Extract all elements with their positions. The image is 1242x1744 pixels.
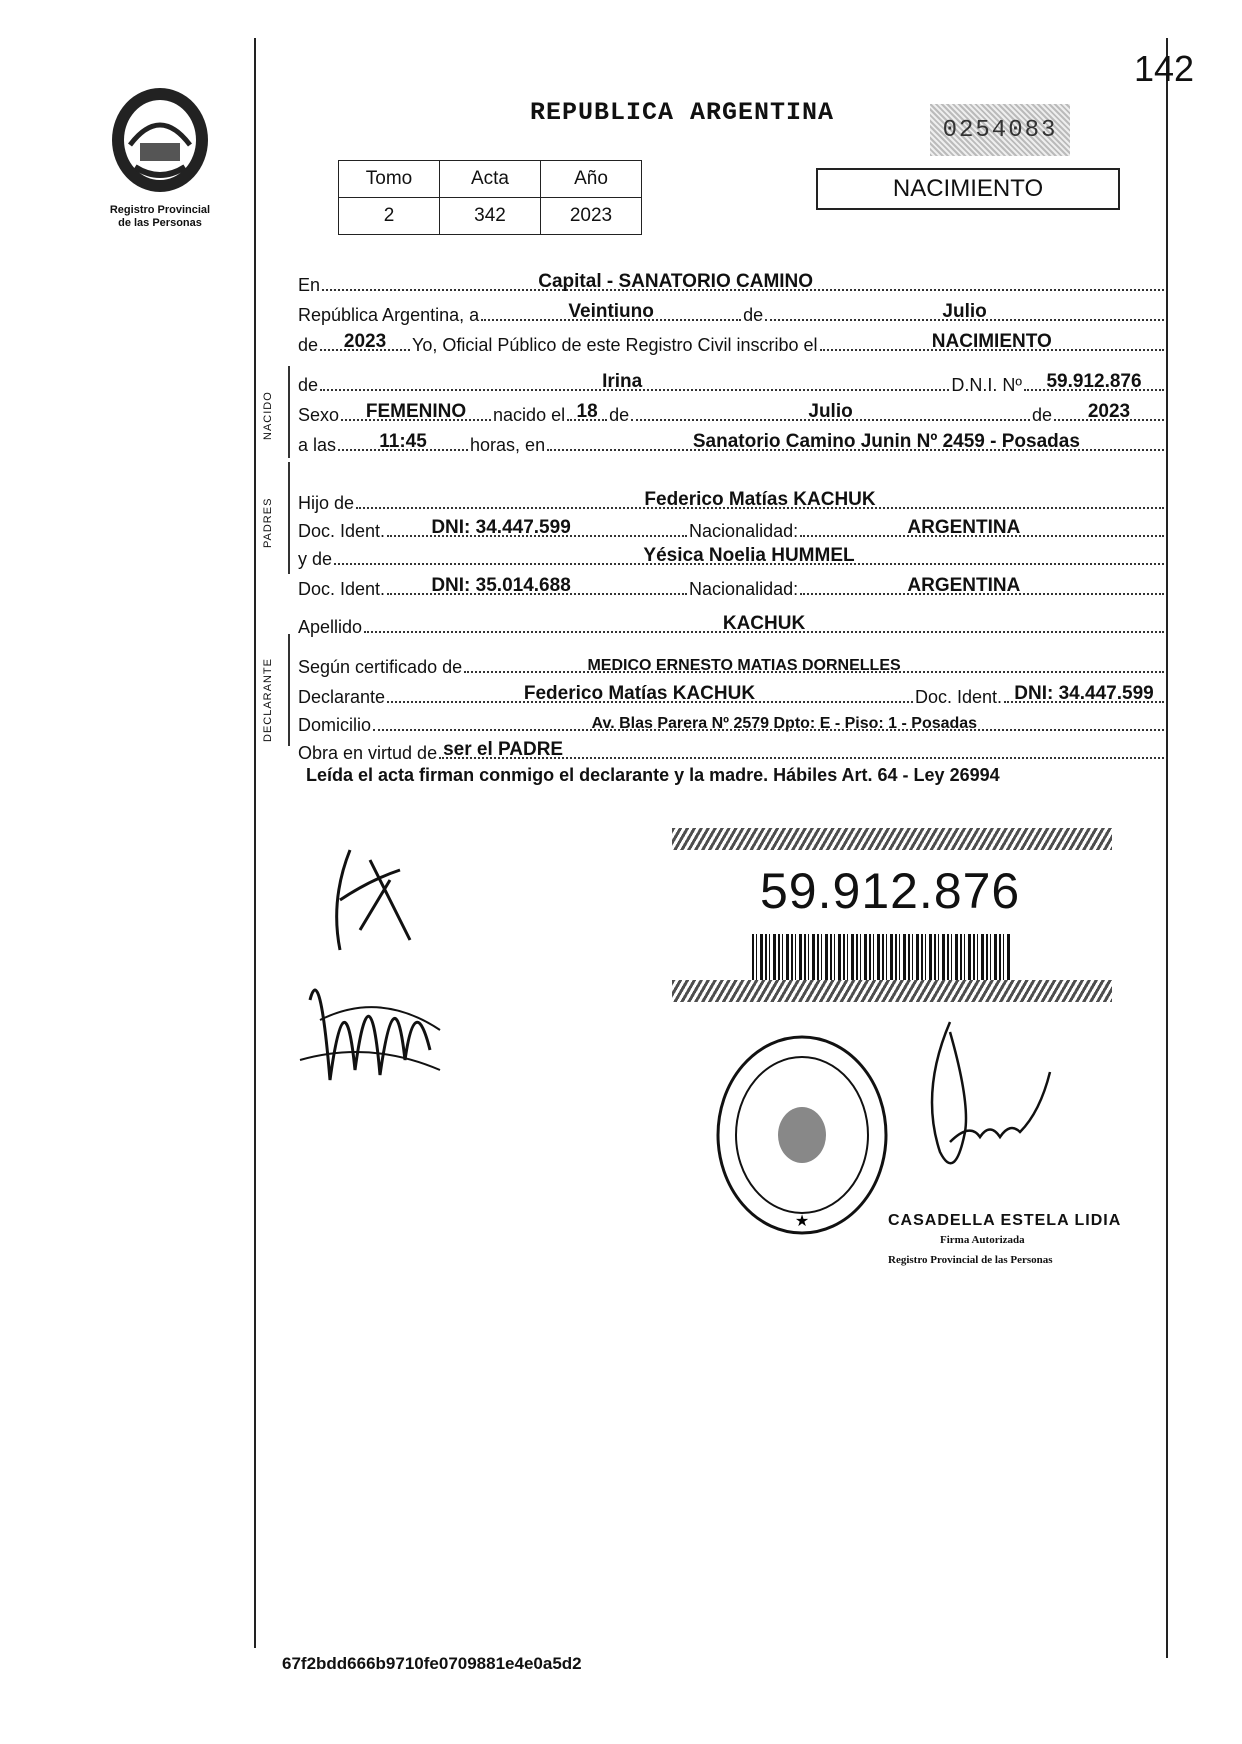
- closing-note: Leída el acta firman conmigo el declarante y la madre. Hábiles Art. 64 - Ley 26994: [306, 765, 1000, 785]
- row-sexo: [298, 398, 1166, 426]
- label-oficial: Yo, Oficial Público de este Registro Civil inscribo el: [412, 335, 818, 355]
- label-decl-doc: Doc. Ident.: [914, 687, 1002, 707]
- label-obra: Obra en virtud de: [298, 743, 438, 763]
- row-madre: [298, 542, 1166, 570]
- side-label-padres: PADRES: [262, 497, 274, 548]
- row-en: [298, 268, 1166, 296]
- dni-sticker-number: 59.912.876: [760, 863, 1021, 919]
- value-dia: Veintiuno: [568, 301, 654, 322]
- row-oficial: [298, 328, 1166, 356]
- label-horas-en: horas, en: [470, 435, 546, 455]
- logo-caption-2: de las Personas: [118, 217, 202, 229]
- value-segun: MEDICO ERNESTO MATIAS DORNELLES: [587, 657, 901, 674]
- acta-value-tomo: 2: [339, 198, 440, 235]
- side-label-declarante: DECLARANTE: [262, 658, 274, 742]
- row-padre-doc: [298, 514, 1166, 542]
- value-en: Capital - SANATORIO CAMINO: [538, 271, 814, 292]
- value-apellido: KACHUK: [722, 613, 806, 634]
- row-madre-doc: [298, 572, 1166, 600]
- province-logo: [95, 85, 225, 230]
- official-signature: [910, 1012, 1070, 1212]
- value-lugar: Sanatorio Camino Junin Nº 2459 - Posadas: [692, 431, 1080, 452]
- row-fecha: [298, 298, 1166, 326]
- row-hora: [298, 428, 1166, 456]
- label-de: de: [743, 305, 764, 325]
- label-republica: República Argentina, a: [298, 305, 480, 325]
- value-madre-nac: ARGENTINA: [907, 575, 1021, 596]
- acta-header-tomo: Tomo: [339, 161, 440, 198]
- value-decl-doc: DNI: 34.447.599: [1014, 683, 1154, 704]
- acta-header-anio: Año: [541, 161, 642, 198]
- value-nacido-mes: Julio: [808, 401, 853, 422]
- label-dni: D.N.I. Nº: [951, 375, 1022, 395]
- acta-header-acta: Acta: [440, 161, 541, 198]
- acta-table: [338, 160, 642, 235]
- dni-barcode: [752, 934, 1012, 980]
- label-doc-madre: Doc. Ident.: [298, 579, 386, 599]
- value-hora: 11:45: [379, 431, 427, 452]
- record-type-box: NACIMIENTO: [816, 168, 1120, 210]
- label-nacido: nacido el: [493, 405, 566, 425]
- label-nac-madre: Nacionalidad:: [689, 579, 799, 599]
- serial-stamp: 0254083: [930, 104, 1070, 156]
- label-declarante: Declarante: [298, 687, 386, 707]
- label-nac-padre: Nacionalidad:: [689, 521, 799, 541]
- declarante-signature: [290, 840, 470, 1100]
- right-margin-line: [1166, 38, 1168, 1658]
- sticker-bottom-pattern: [672, 980, 1112, 1002]
- signatory-line1: Firma Autorizada: [940, 1234, 1025, 1246]
- value-nacido-anio: 2023: [1087, 401, 1131, 422]
- svg-text:★: ★: [794, 1213, 810, 1230]
- value-madre: Yésica Noelia HUMMEL: [643, 545, 855, 566]
- value-madre-doc: DNI: 35.014.688: [431, 575, 571, 596]
- misiones-emblem-icon: [105, 85, 215, 195]
- value-declarante: Federico Matías KACHUK: [523, 683, 756, 704]
- nacido-bracket: [288, 366, 290, 458]
- row-padre: [298, 486, 1166, 514]
- row-obra: [298, 736, 1166, 764]
- row-segun: [298, 650, 1166, 678]
- value-dni: 59.912.876: [1046, 371, 1142, 392]
- value-mes: Julio: [942, 301, 987, 322]
- value-obra: ser el PADRE: [443, 739, 564, 760]
- row-declarante: [298, 680, 1166, 708]
- label-year-de: de: [298, 335, 319, 355]
- acta-table-values: [339, 198, 642, 235]
- value-padre: Federico Matías KACHUK: [644, 489, 876, 510]
- padres-bracket: [288, 462, 290, 574]
- document-hash: 67f2bdd666b9710fe0709881e4e0a5d2: [282, 1654, 582, 1673]
- sticker-top-pattern: [672, 828, 1112, 850]
- label-alas: a las: [298, 435, 337, 455]
- label-en: En: [298, 275, 321, 295]
- label-de-2: de: [609, 405, 630, 425]
- value-nacido-dia: 18: [576, 401, 598, 422]
- label-hijo: Hijo de: [298, 493, 355, 513]
- label-apellido: Apellido: [298, 617, 363, 637]
- value-domicilio: Av. Blas Parera Nº 2579 Dpto: E - Piso: 1 - Posadas: [591, 715, 978, 732]
- logo-caption-1: Registro Provincial: [109, 204, 211, 216]
- signatory-name: CASADELLA ESTELA LIDIA: [888, 1212, 1122, 1229]
- official-seal: [712, 1030, 892, 1240]
- row-domicilio: [298, 708, 1166, 736]
- value-sexo: FEMENINO: [365, 401, 467, 422]
- declarante-bracket: [288, 634, 290, 746]
- value-inscribe: NACIMIENTO: [931, 331, 1052, 352]
- label-doc-padre: Doc. Ident.: [298, 521, 386, 541]
- signatory-line2: Registro Provincial de las Personas: [888, 1254, 1053, 1266]
- value-padre-doc: DNI: 34.447.599: [431, 517, 571, 538]
- row-apellido: [298, 610, 1166, 638]
- label-de-nombre: de: [298, 375, 319, 395]
- label-segun: Según certificado de: [298, 657, 463, 677]
- left-margin-line: [254, 38, 256, 1648]
- value-padre-nac: ARGENTINA: [907, 517, 1021, 538]
- row-nombre: [298, 368, 1166, 396]
- label-yde: y de: [298, 549, 333, 569]
- label-de-3: de: [1031, 405, 1052, 425]
- label-sexo: Sexo: [298, 405, 340, 425]
- page-number: 142: [1134, 48, 1195, 89]
- label-domicilio: Domicilio: [298, 715, 372, 735]
- value-year: 2023: [343, 331, 387, 352]
- side-label-nacido: NACIDO: [262, 391, 274, 440]
- acta-value-anio: 2023: [541, 198, 642, 235]
- value-nombre: Irina: [602, 371, 643, 392]
- document-title: REPUBLICA ARGENTINA: [530, 98, 835, 127]
- acta-table-header: [339, 161, 642, 198]
- acta-value-acta: 342: [440, 198, 541, 235]
